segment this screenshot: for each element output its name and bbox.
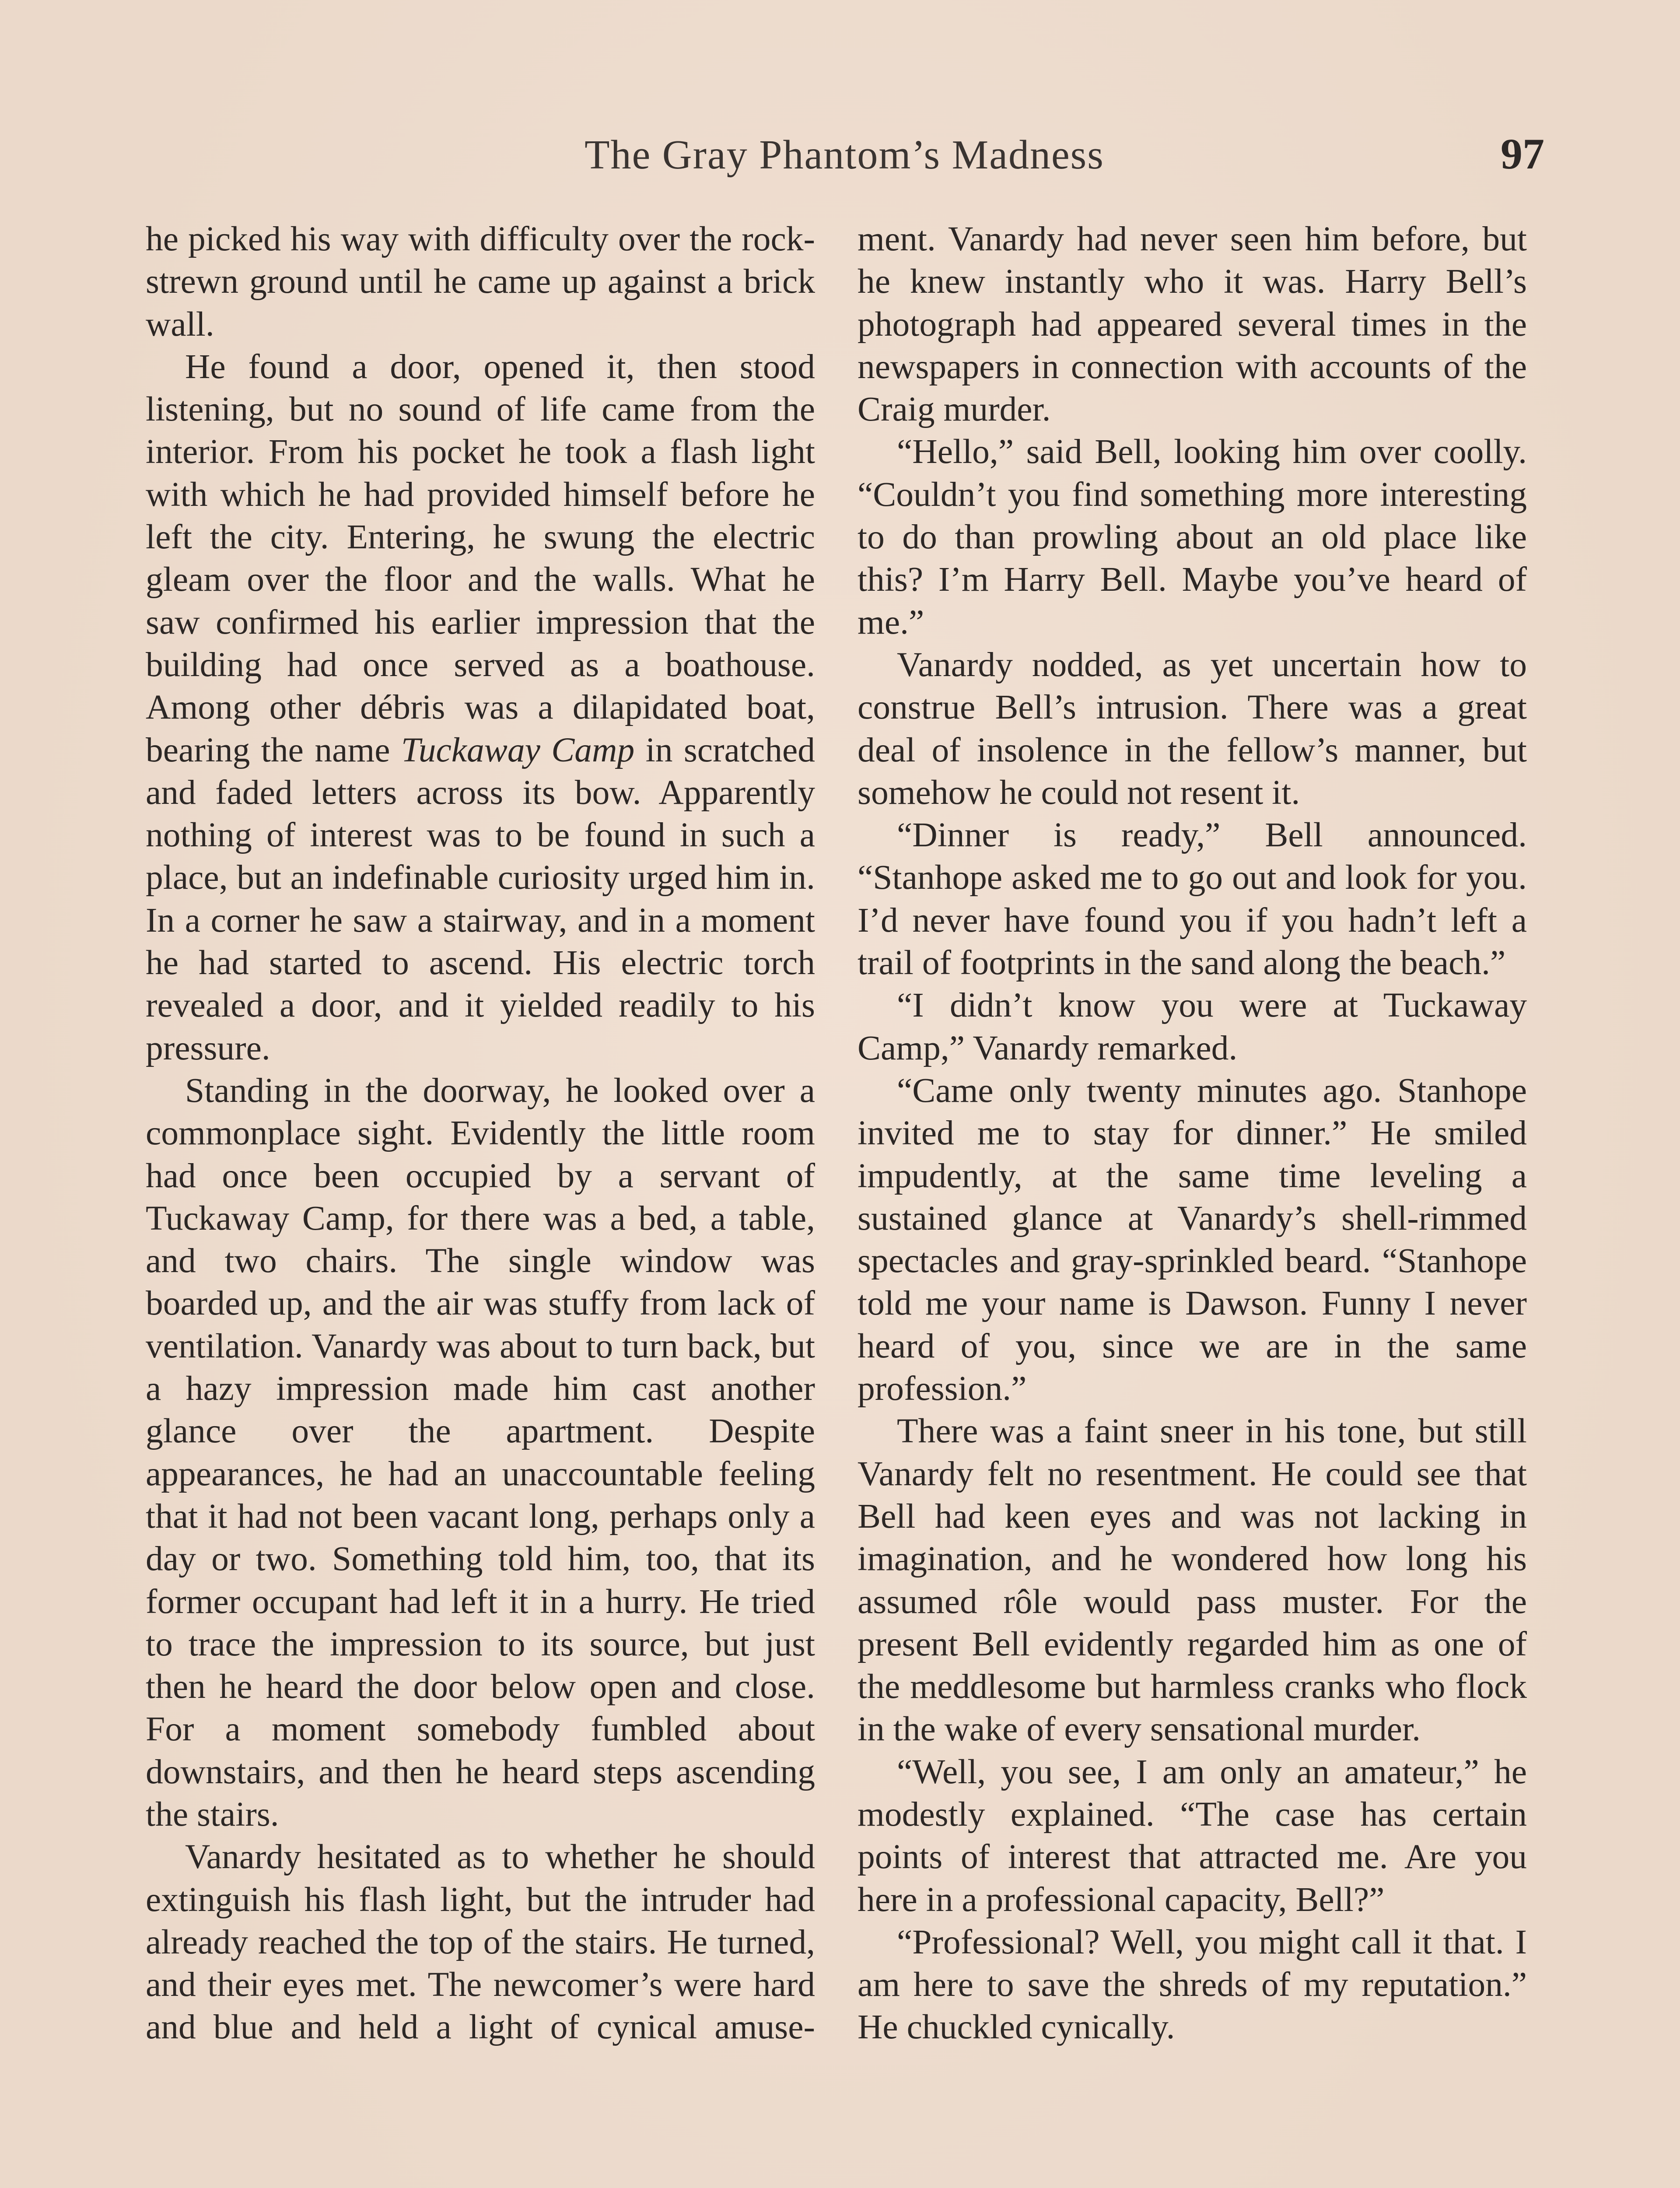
running-title: The Gray Phantom’s Madness (584, 132, 1104, 178)
paragraph: Standing in the doorway, he looked over a commonplace sight. Evidently the little room had once been occupied by a servant of Tuckaway Camp, for there was a bed, a table, and two chairs. The single window was boarded up, and the air was stuffy from lack of ventilation. Vanardy was about to turn back, but a hazy impression made him cast another glance over the apartment. Despite appearances, he had an unaccountable feeling that it had not been vacant long, perhaps only a day or two. Something told him, too, that its former occupant had left it in a hurry. He tried to trace the impression to its source, but just then he heard the door below open and close. For a moment somebody fumbled about downstairs, and then he heard steps ascending the stairs. (146, 1071, 815, 1834)
paragraph: “Hello,” said Bell, looking him over coolly. “Couldn’t you find something more interesting to do than prowling about an old place like this? I’m Harry Bell. Maybe you’ve heard of me.” (858, 432, 1527, 642)
paragraph: Vanardy nodded, as yet uncertain how to construe Bell’s intrusion. There was a great deal of insolence in the fellow’s manner, but somehow he could not resent it. (858, 645, 1527, 812)
paragraph: “Came only twenty minutes ago. Stanhope invited me to stay for dinner.” He smiled impudently, at the same time leveling a sustained glance at Vanardy’s shell-rimmed spectacles and gray-sprinkled beard. “Stanhope told me your name is Dawson. Funny I never heard of you, since we are in the same profession.” (858, 1071, 1527, 1408)
paragraph: “I didn’t know you were at Tuckaway Camp,” Vanardy remarked. (858, 986, 1527, 1067)
paragraph: There was a faint sneer in his tone, but still Vanardy felt no resentment. He could see that Bell had keen eyes and was not lacking in imagination, and he wondered how long his assumed rôle would pass muster. For the present Bell evidently regarded him as one of the meddlesome but harmless cranks who flock in the wake of every sensational murder. (858, 1412, 1527, 1749)
right-column (858, 218, 1527, 2049)
paragraph: Vanardy hesitated as to whether he should extinguish his flash light, but the intruder had already reached the top of the stairs. He turned, and their eyes met. The newcomer’s were hard and blue and held a light of cynical amuse- (146, 1837, 815, 2047)
page-number: 97 (1501, 130, 1544, 178)
paragraph: “Professional? Well, you might call it that. I am here to save the shreds of my reputation.” He chuckled cynically. (858, 1922, 1527, 2047)
paragraph: “Dinner is ready,” Bell announced. “Stanhope asked me to go out and look for you. I’d never have found you if you hadn’t left a trail of footprints in the sand along the beach.” (858, 816, 1527, 982)
paragraph (146, 346, 815, 1069)
paragraph: “Well, you see, I am only an amateur,” he modestly explained. “The case has certain points of interest that attracted me. Are you here in a professional capacity, Bell?” (858, 1752, 1527, 1919)
paragraph-text: He found a door, opened it, then stood listening, but no sound of life came from the interior. From his pocket he took a flash light with which he had provided himself before he left the city. Entering, he swung the electric gleam over the floor and the walls. What he saw confirmed his earlier impression that the building had once served as a boathouse. Among other débris was a dilapidated boat, bearing the name (146, 347, 815, 769)
boat-name-italic: Tuckaway Camp (401, 730, 635, 769)
page-header (144, 131, 1544, 197)
paragraph: ment. Vanardy had never seen him before, but he knew instantly who it was. Harry Bell’s photograph had appeared several times in the newspapers in connection with accounts of the Craig murder. (858, 220, 1527, 429)
left-column (146, 218, 815, 2049)
paragraph-text: in scratched and faded letters across its bow. Apparently nothing of interest was to be found in such a place, but an indefinable curiosity urged him in. In a corner he saw a stairway, and in a moment he had started to ascend. His electric torch revealed a door, and it yielded readily to his pressure. (146, 730, 815, 1067)
paragraph: he picked his way with difficulty over the rock-strewn ground until he came up against a brick wall. (146, 220, 815, 344)
